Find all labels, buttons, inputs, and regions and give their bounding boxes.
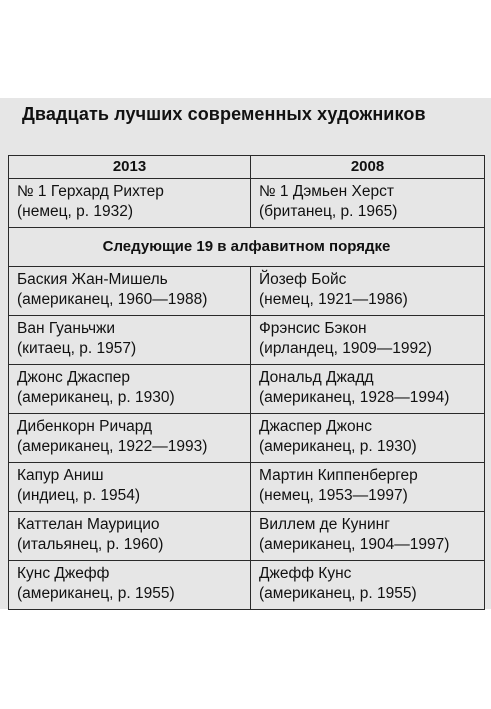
artist-name: Дибенкорн Ричард [17,418,153,435]
artist-name: Джефф Кунс [259,565,352,582]
artist-info: (американец, р. 1930) [17,389,175,406]
artist-name: Мартин Киппенбергер [259,467,418,484]
column-header-2013: 2013 [9,156,251,179]
artist-cell-2013 [9,463,251,512]
table-row [9,267,485,316]
artist-info: (американец, р. 1955) [17,585,175,602]
top-artist-row [9,179,485,228]
artist-info: (британец, р. 1965) [259,203,398,220]
artist-cell-2008 [251,365,485,414]
artist-info: (американец, 1960—1988) [17,291,208,308]
artist-cell-2013 [9,561,251,610]
artists-table [8,155,485,610]
table-row [9,561,485,610]
artist-info: (немец, р. 1932) [17,203,133,220]
artist-info: (ирландец, 1909—1992) [259,340,432,357]
artist-cell-2008 [251,414,485,463]
artist-rows [9,267,485,610]
artist-cell-2013 [9,267,251,316]
artist-info: (американец, 1928—1994) [259,389,450,406]
top-artist-2008 [251,179,485,228]
table-row [9,414,485,463]
artist-cell-2008 [251,512,485,561]
table-row [9,463,485,512]
artist-info: (китаец, р. 1957) [17,340,137,357]
year-header-row [9,156,485,179]
artist-name: Капур Аниш [17,467,104,484]
artist-info: (американец, р. 1955) [259,585,417,602]
section-label: Следующие 19 в алфавитном порядке [9,228,485,267]
table-row [9,512,485,561]
artist-name: № 1 Герхард Рихтер [17,183,164,200]
artist-cell-2013 [9,365,251,414]
artist-info: (немец, 1953—1997) [259,487,408,504]
column-header-2008: 2008 [251,156,485,179]
section-row [9,228,485,267]
artist-cell-2008 [251,463,485,512]
table-row [9,365,485,414]
artist-info: (итальянец, р. 1960) [17,536,164,553]
artist-cell-2008 [251,316,485,365]
artist-name: Виллем де Кунинг [259,516,390,533]
artist-name: № 1 Дэмьен Херст [259,183,394,200]
artist-info: (американец, 1922—1993) [17,438,208,455]
artist-info: (немец, 1921—1986) [259,291,408,308]
artist-name: Дональд Джадд [259,369,374,386]
artist-name: Баския Жан-Мишель [17,271,168,288]
artist-info: (американец, 1904—1997) [259,536,450,553]
artist-cell-2013 [9,414,251,463]
artist-name: Кунс Джефф [17,565,110,582]
artist-name: Каттелан Маурицио [17,516,160,533]
artist-cell-2013 [9,512,251,561]
artist-name: Джаспер Джонс [259,418,372,435]
artist-name: Джонс Джаспер [17,369,130,386]
artist-name: Фрэнсис Бэкон [259,320,367,337]
artist-cell-2008 [251,561,485,610]
artist-name: Йозеф Бойс [259,271,347,288]
artist-name: Ван Гуаньчжи [17,320,116,337]
artist-info: (американец, р. 1930) [259,438,417,455]
top-artist-2013 [9,179,251,228]
artist-info: (индиец, р. 1954) [17,487,141,504]
artist-cell-2013 [9,316,251,365]
artist-cell-2008 [251,267,485,316]
table-row [9,316,485,365]
page-title: Двадцать лучших современных художников [22,104,426,124]
